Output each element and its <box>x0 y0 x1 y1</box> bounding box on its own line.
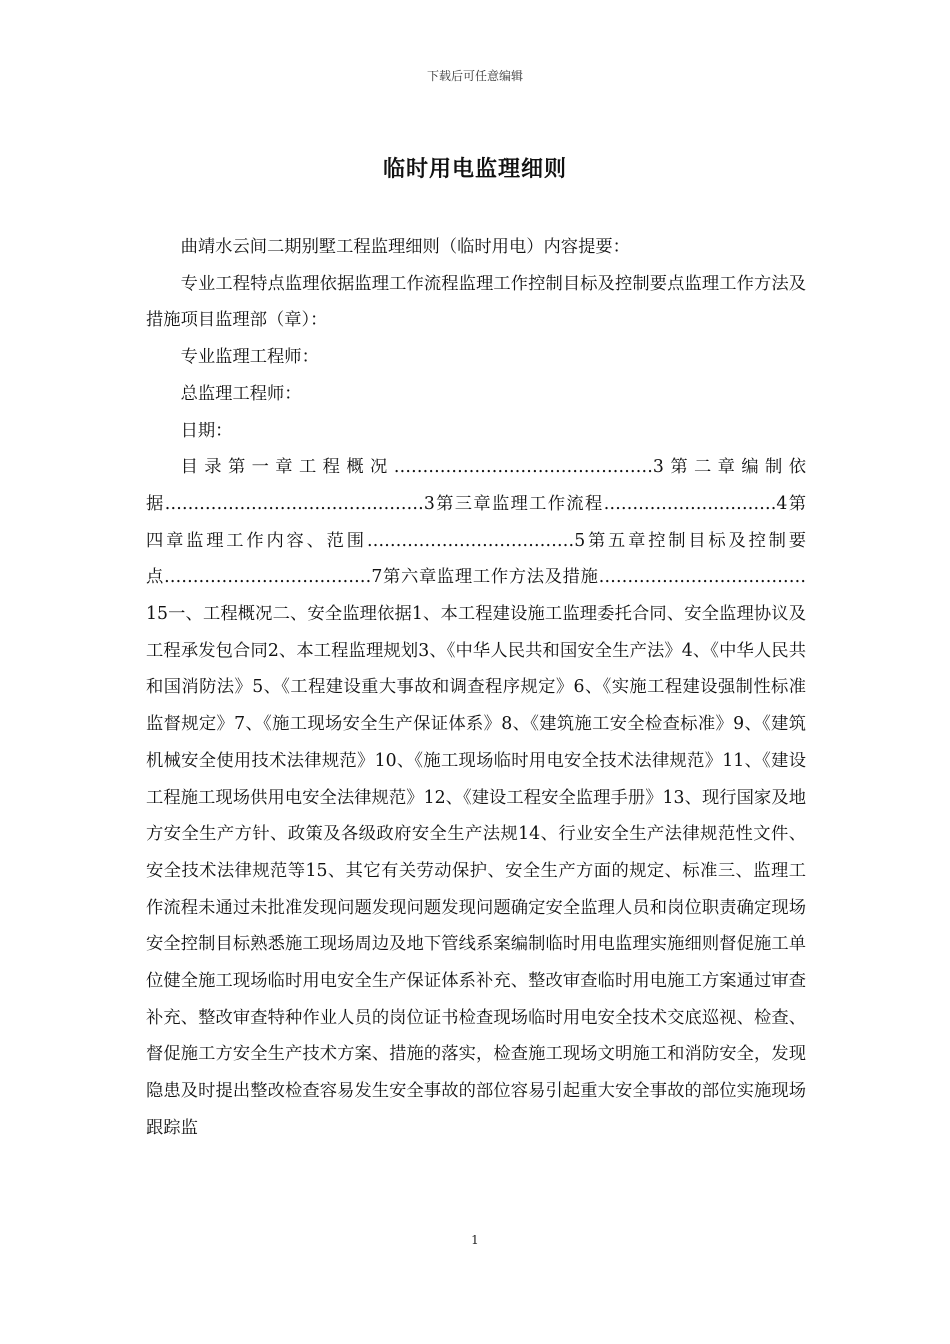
page-number: 1 <box>471 1233 479 1247</box>
header-note: 下载后可任意编辑 <box>426 69 523 83</box>
document-body <box>146 229 806 1147</box>
contents-and-body-paragraph: 目录第一章工程概况………………………………………3第二章编制依据………………………………………3第三章监理工作流程…………………………4第四章监理工作内容、范围………………………………5第五章控制目标及控制要点………………………………7第六章监理工作方法及措施………………………………15一、工程概况二、安全监理依据1、本工程建设施工监理委托合同、安全监理协议及工程承发包合同2、本工程监理规划3、《中华人民共和国安全生产法》4、《中华人民共和国消防法》5、《工程建设重大事故和调查程序规定》6、《实施工程建设强制性标准监督规定》7、《施工现场安全生产保证体系》8、《建筑施工安全检查标准》9、《建筑机械安全使用技术法律规范》10、《施工现场临时用电安全技术法律规范》11、《建设工程施工现场供用电安全法律规范》12、《建设工程安全监理手册》13、现行国家及地方安全生产方针、政策及各级政府安全生产法规14、行业安全生产法律规范性文件、安全技术法律规范等15、其它有关劳动保护、安全生产方面的规定、标准三、监理工作流程未通过未批准发现问题发现问题发现问题确定安全监理人员和岗位职责确定现场安全控制目标熟悉施工现场周边及地下管线系案编制临时用电监理实施细则督促施工单位健全施工现场临时用电安全生产保证体系补充、整改审查临时用电施工方案通过审查补充、整改审查特种作业人员的岗位证书检查现场临时用电安全技术交底巡视、检查、督促施工方安全生产技术方案、措施的落实，检查施工现场文明施工和消防安全，发现隐患及时提出整改检查容易发生安全事故的部位容易引起重大安全事故的部位实施现场跟踪监 <box>146 457 806 1138</box>
summary-content: 专业工程特点监理依据监理工作流程监理工作控制目标及控制要点监理工作方法及措施项目监理部（章）： <box>146 273 806 331</box>
date-line: 日期： <box>180 420 233 441</box>
document-title: 临时用电监理细则 <box>382 156 567 182</box>
specialist-engineer-line: 专业监理工程师： <box>180 347 319 368</box>
summary-heading: 曲靖水云间二期别墅工程监理细则（临时用电）内容提要： <box>180 237 630 257</box>
chief-engineer-line: 总监理工程师： <box>180 383 302 404</box>
